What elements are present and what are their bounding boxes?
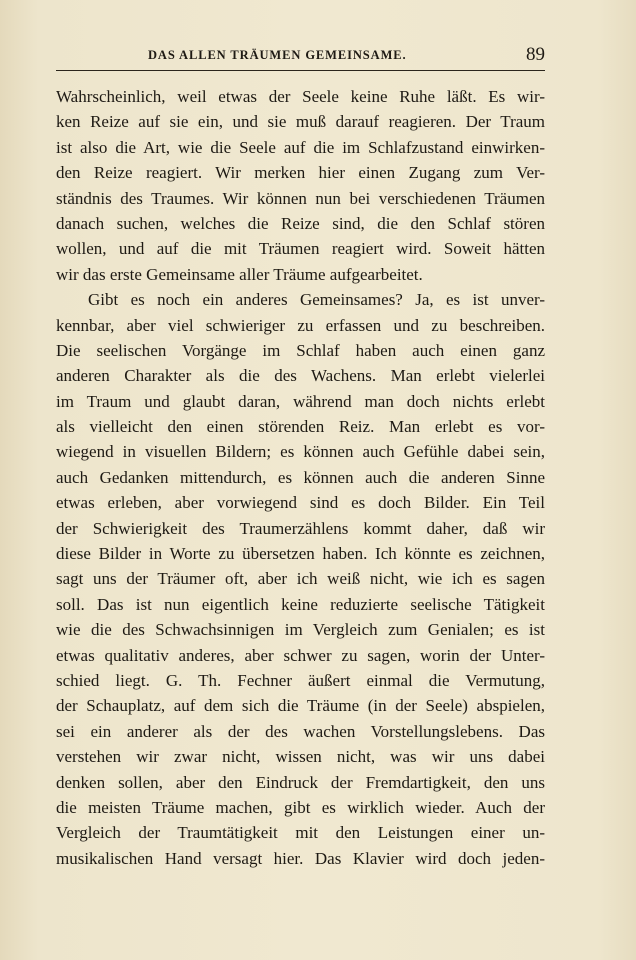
running-title: DAS ALLEN TRÄUMEN GEMEINSAME. bbox=[148, 48, 407, 62]
text-line: etwas erleben, aber vorwiegend sind es doch Bilder. Ein Teil bbox=[56, 493, 545, 513]
paragraph-start-line: Gibt es noch ein anderes Gemeinsames? Ja, es ist unver- bbox=[88, 290, 545, 310]
text-line: etwas qualitativ anderes, aber schwer zu sagen, worin der Unter- bbox=[56, 645, 545, 665]
text-line: denken sollen, aber den Eindruck der Fremdartigkeit, den uns bbox=[56, 772, 545, 792]
running-head bbox=[56, 44, 545, 68]
text-line: ist also die Art, wie die Seele auf die im Schlafzustand einwirken- bbox=[56, 137, 545, 157]
text-line: ständnis des Traumes. Wir können nun bei verschiedenen Träumen bbox=[56, 188, 545, 208]
text-line: wie die des Schwachsinnigen im Vergleich zum Genialen; es ist bbox=[56, 620, 545, 640]
text-line: der Schauplatz, auf dem sich die Träume (in der Seele) abspielen, bbox=[56, 696, 545, 716]
text-line: als vielleicht den einen störenden Reiz. Man erlebt es vor- bbox=[56, 417, 545, 437]
text-line: anderen Charakter als die des Wachens. Man erlebt vielerlei bbox=[56, 366, 545, 386]
body-text bbox=[56, 84, 545, 871]
text-line: sei ein anderer als der des wachen Vorstellungslebens. Das bbox=[56, 721, 545, 741]
text-line: diese Bilder in Worte zu übersetzen haben. Ich könnte es zeichnen, bbox=[56, 544, 545, 564]
text-line: die meisten Träume machen, gibt es wirklich wieder. Auch der bbox=[56, 797, 545, 817]
text-line: Vergleich der Traumtätigkeit mit den Leistungen einer un- bbox=[56, 823, 545, 843]
text-line: im Traum und glaubt daran, während man doch nichts erlebt bbox=[56, 391, 545, 411]
text-line: der Schwierigkeit des Traumerzählens kommt daher, daß wir bbox=[56, 518, 545, 538]
text-line: den Reize reagiert. Wir merken hier einen Zugang zum Ver- bbox=[56, 163, 545, 183]
text-line: Die seelischen Vorgänge im Schlaf haben auch einen ganz bbox=[56, 340, 545, 360]
text-line: schied liegt. G. Th. Fechner äußert einmal die Vermutung, bbox=[56, 670, 545, 690]
text-line: kennbar, aber viel schwieriger zu erfassen und zu beschreiben. bbox=[56, 315, 545, 335]
header-rule bbox=[56, 70, 545, 71]
text-line: danach suchen, welches die Reize sind, die den Schlaf stören bbox=[56, 213, 545, 233]
text-line: sagt uns der Träumer oft, aber ich weiß nicht, wie ich es sagen bbox=[56, 569, 545, 589]
text-line: auch Gedanken mittendurch, es können auch die anderen Sinne bbox=[56, 467, 545, 487]
text-line: wiegend in visuellen Bildern; es können auch Gefühle dabei sein, bbox=[56, 442, 545, 462]
text-line: verstehen wir zwar nicht, wissen nicht, was wir uns dabei bbox=[56, 747, 545, 767]
text-line: Wahrscheinlich, weil etwas der Seele keine Ruhe läßt. Es wir- bbox=[56, 87, 545, 106]
page-number: 89 bbox=[526, 44, 545, 65]
text-line: musikalischen Hand versagt hier. Das Klavier wird doch jeden- bbox=[56, 848, 545, 868]
paragraph-end-line: wir das erste Gemeinsame aller Träume aufgearbeitet. bbox=[56, 264, 423, 284]
text-line: soll. Das ist nun eigentlich keine reduzierte seelische Tätigkeit bbox=[56, 594, 545, 614]
text-line: ken Reize auf sie ein, und sie muß darauf reagieren. Der Traum bbox=[56, 112, 545, 132]
text-line: wollen, und auf die mit Träumen reagiert wird. Soweit hätten bbox=[56, 239, 545, 259]
